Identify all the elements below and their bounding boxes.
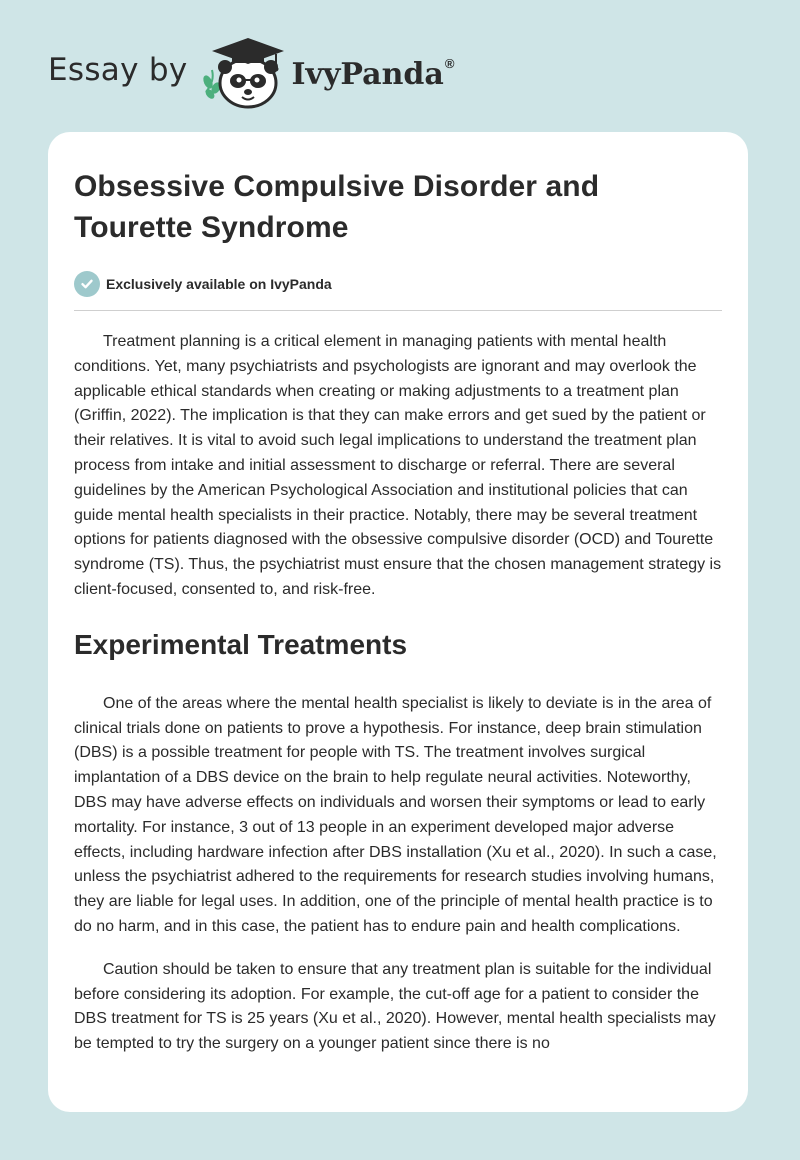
site-header: [48, 34, 454, 110]
paragraph-caution: Caution should be taken to ensure that any treatment plan is suitable for the individual before considering its adoption. For example, the cut-off age for a patient to consider the DBS treatment for TS is 25 years (Xu et al., 2020). However, mental health specialists may be tempted to try the surgery on a younger patient since there is no: [74, 960, 716, 1053]
exclusive-badge: [74, 270, 722, 298]
brand-text: IvyPanda: [291, 57, 444, 92]
registered-mark: ®: [444, 56, 455, 71]
checkmark-icon: [74, 271, 100, 297]
article-card: [48, 132, 748, 1112]
badge-text: Exclusively available on IvyPanda: [106, 276, 332, 292]
paragraph-intro: Treatment planning is a critical element in managing patients with mental health conditions. Yet, many psychiatrists and psychologists are ignorant and may overlook the applicable ethical standards when creating or making adjustments to a treatment plan (Griffin, 2022). The implication is that they can make errors and get sued by the patient or their relatives. It is vital to avoid such legal implications to understand the treatment plan process from intake and initial assessment to discharge or referral. There are several guidelines by the American Psychological Association and institutional policies that can guide mental health specialists in their practice. Notably, there may be several treatment options for patients diagnosed with the obsessive compulsive disorder (OCD) and Tourette syndrome (TS). Thus, the psychiatrist must ensure that the chosen management strategy is client-focused, consented to, and risk-free.: [74, 333, 722, 598]
article-title: Obsessive Compulsive Disorder and Tourette Syndrome: [74, 170, 600, 244]
section-heading: Experimental Treatments: [74, 628, 408, 660]
paragraph-experimental: One of the areas where the mental health specialist is likely to deviate is in the area of clinical trials done on patients to prove a hypothesis. For instance, deep brain stimulation (DBS) is a possible treatment for people with TS. The treatment involves surgical implantation of a DBS device on the brain to help regulate neural activities. Noteworthy, DBS may have adverse effects on individuals and worsen their symptoms or lead to early mortality. For instance, 3 out of 13 people in an experiment developed major adverse effects, including hardware infection after DBS installation (Xu et al., 2020). In such a case, unless the psychiatrist adhered to the requirements for research studies involving humans, they are liable for legal uses. In addition, one of the principle of mental health practice is to do no harm, and in this case, the patient has to endure pain and health complications.: [74, 694, 717, 935]
panda-logo-icon[interactable]: [198, 34, 288, 110]
brand-name[interactable]: [292, 56, 455, 92]
essay-by-label: Essay by: [48, 52, 188, 88]
divider: [74, 310, 722, 311]
